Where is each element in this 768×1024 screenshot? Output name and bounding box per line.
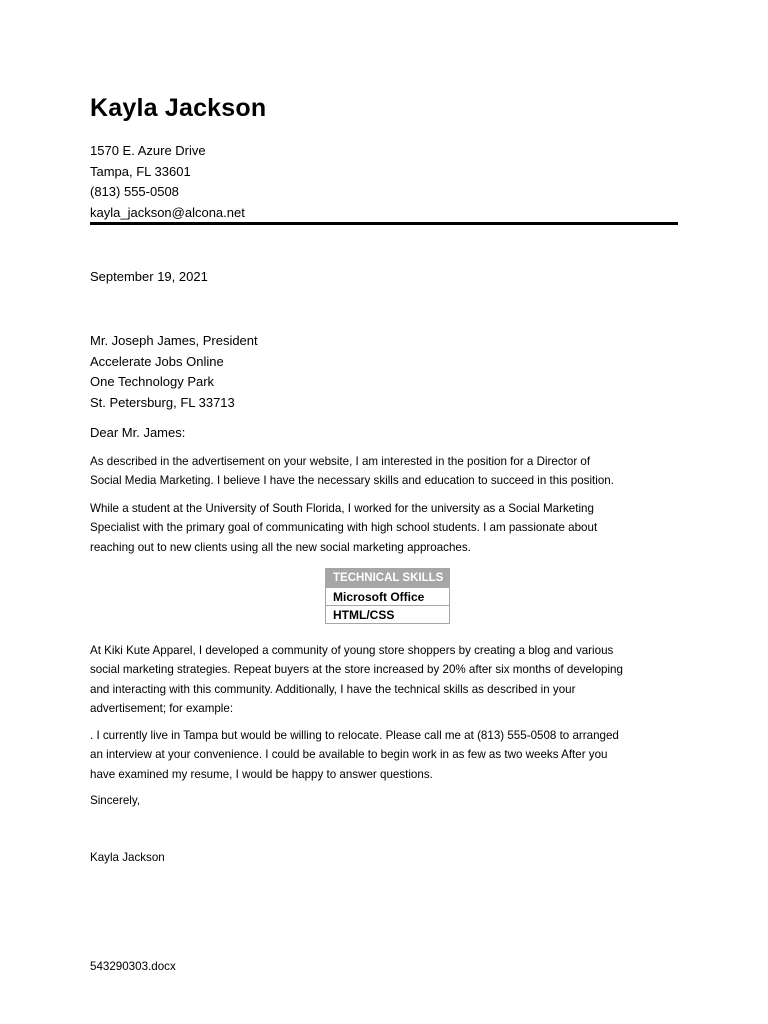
- salutation: Dear Mr. James:: [90, 425, 186, 440]
- paragraph-line: At Kiki Kute Apparel, I developed a community of young store shoppers by creating a blog and various: [90, 644, 614, 657]
- paragraph-line: have examined my resume, I would be happy to answer questions.: [90, 767, 433, 781]
- paragraph-line: social marketing strategies. Repeat buyers at the store increased by 20% after six months of developing: [90, 663, 623, 677]
- table-header-row: [326, 569, 450, 588]
- paragraph-line: an interview at your convenience. I could be available to begin work in as few as two weeks After you: [90, 748, 608, 762]
- header-divider: [90, 222, 678, 225]
- recipient-line3: One Technology Park: [90, 374, 215, 390]
- paragraph-line: reaching out to new clients using all the new social marketing approaches.: [90, 540, 471, 554]
- body-paragraph-2: [90, 499, 682, 557]
- recipient-line1: Mr. Joseph James, President: [90, 333, 258, 348]
- paragraph-line: and interacting with this community. Additionally, I have the technical skills as described in your: [90, 682, 576, 696]
- sender-email: kayla_jackson@alcona.net: [90, 204, 245, 220]
- sender-contact-block: [90, 141, 245, 223]
- signature-name: Kayla Jackson: [90, 851, 165, 864]
- sender-phone: (813) 555-0508: [90, 184, 179, 200]
- letter-date: September 19, 2021: [90, 269, 208, 284]
- table-cell: Microsoft Office: [326, 588, 450, 606]
- recipient-block: [90, 331, 258, 413]
- paragraph-line: advertisement; for example:: [90, 702, 234, 716]
- sender-name: Kayla Jackson: [90, 94, 267, 122]
- table-cell: HTML/CSS: [326, 606, 450, 624]
- paragraph-line: As described in the advertisement on your website, I am interested in the position for a Director of: [90, 455, 591, 468]
- sender-address-line1: 1570 E. Azure Drive: [90, 143, 206, 158]
- technical-skills-table: [325, 568, 450, 624]
- recipient-line2: Accelerate Jobs Online: [90, 353, 224, 369]
- recipient-line4: St. Petersburg, FL 33713: [90, 394, 235, 410]
- table-header-cell: TECHNICAL SKILLS: [326, 569, 450, 588]
- body-paragraph-4: [90, 726, 682, 784]
- body-paragraph-1: [90, 452, 682, 491]
- table-row: [326, 588, 450, 606]
- footer-filename: 543290303.docx: [90, 960, 176, 973]
- body-paragraph-3: [90, 641, 682, 719]
- closing: Sincerely,: [90, 794, 141, 807]
- paragraph-line: Social Media Marketing. I believe I have the necessary skills and education to succeed in this position.: [90, 474, 614, 488]
- table-row: [326, 606, 450, 624]
- paragraph-line: . I currently live in Tampa but would be willing to relocate. Please call me at (813) 555-0508 to arranged: [90, 729, 619, 742]
- paragraph-line: While a student at the University of South Florida, I worked for the university as a Social Marketing: [90, 502, 594, 515]
- paragraph-line: Specialist with the primary goal of communicating with high school students. I am passionate about: [90, 521, 598, 535]
- sender-address-line2: Tampa, FL 33601: [90, 163, 191, 179]
